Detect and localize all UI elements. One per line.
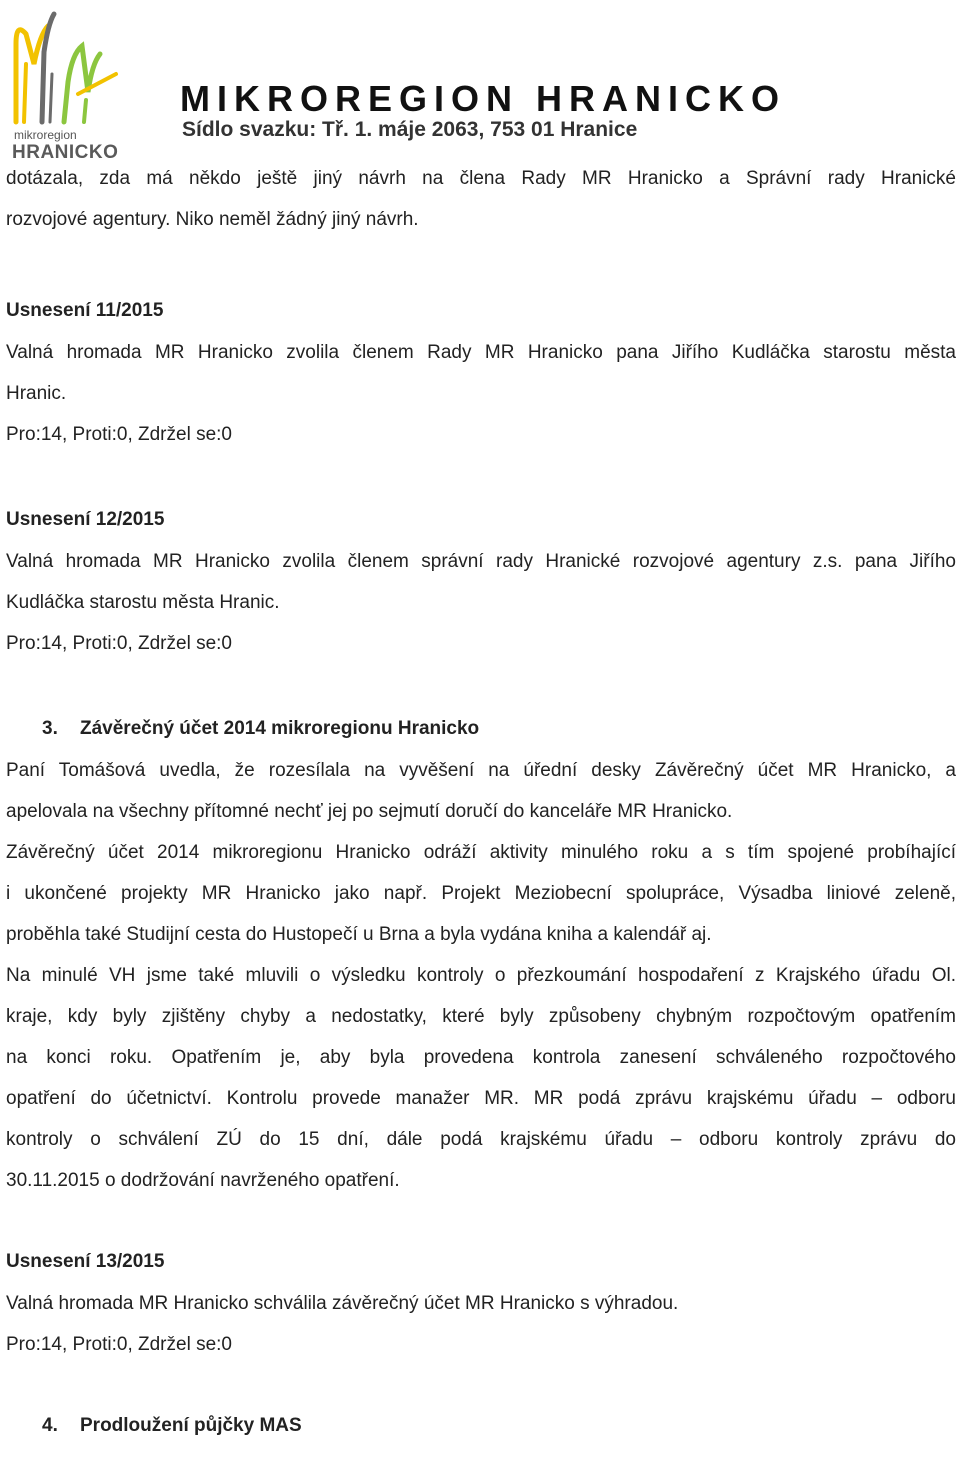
- section-3-line-8: na konci roku. Opatřením je, aby byla provedena kontrola zanesení schváleného rozpočtového: [6, 1047, 956, 1068]
- resolution-13: [6, 1241, 956, 1365]
- resolution-12-vote: Pro:14, Proti:0, Zdržel se:0: [6, 633, 232, 654]
- resolution-13-line-1: Valná hromada MR Hranicko schválila závěrečný účet MR Hranicko s výhradou.: [6, 1293, 679, 1314]
- section-3-heading: [6, 708, 956, 750]
- section-3-line-6: Na minulé VH jsme také mluvili o výsledku kontroly o přezkoumání hospodaření z Krajského úřadu Ol.: [6, 965, 956, 986]
- resolution-12-line-2: Kudláčka starostu města Hranic.: [6, 592, 280, 613]
- section-3-line-10: kontroly o schválení ZÚ do 15 dní, dále podá krajskému úřadu – odboru kontroly zprávu do: [6, 1129, 956, 1150]
- resolution-13-vote: Pro:14, Proti:0, Zdržel se:0: [6, 1334, 232, 1355]
- resolution-12-line-1: Valná hromada MR Hranicko zvolila členem správní rady Hranické rozvojové agentury z.s. pana Jiřího: [6, 551, 956, 572]
- section-3-title: Závěrečný účet 2014 mikroregionu Hranicko: [80, 718, 480, 739]
- section-4-title: Prodloužení půjčky MAS: [80, 1415, 302, 1436]
- resolution-12-title: Usnesení 12/2015: [6, 509, 165, 530]
- section-3-line-2: apelovala na všechny přítomné nechť jej po sejmutí doručí do kanceláře MR Hranicko.: [6, 801, 733, 822]
- intro-line-2: rozvojové agentury. Niko neměl žádný jiný návrh.: [6, 209, 419, 230]
- section-3-line-9: opatření do účetnictví. Kontrolu provede manažer MR. MR podá zprávu krajskému úřadu – odboru: [6, 1088, 956, 1109]
- section-4-number: 4.: [42, 1415, 58, 1436]
- section-3-line-1: Paní Tomášová uvedla, že rozesílala na vyvěšení na úřední desky Závěrečný účet MR Hranicko, a: [6, 760, 956, 781]
- resolution-11-line-2: Hranic.: [6, 383, 67, 404]
- organization-name: MIKROREGION HRANICKO: [180, 78, 786, 119]
- mikroregion-logo: [4, 4, 128, 162]
- section-3-line-4: i ukončené projekty MR Hranicko jako např. Projekt Meziobecní spolupráce, Výsadba liniové zeleně,: [6, 883, 956, 904]
- section-3: [6, 708, 956, 1201]
- resolution-11: [6, 290, 956, 455]
- intro-line-1: dotázala, zda má někdo ještě jiný návrh na člena Rady MR Hranicko a Správní rady Hranické: [6, 168, 956, 189]
- logo-subtitle: mikroregion: [14, 128, 77, 142]
- section-3-line-7: kraje, kdy byly zjištěny chyby a nedostatky, které byly způsobeny chybným rozpočtovým opatřením: [6, 1006, 956, 1027]
- section-3-line-11: 30.11.2015 o dodržování navrženého opatření.: [6, 1170, 400, 1191]
- resolution-11-title: Usnesení 11/2015: [6, 300, 164, 321]
- section-4-heading: [6, 1405, 956, 1447]
- resolution-11-vote: Pro:14, Proti:0, Zdržel se:0: [6, 424, 232, 445]
- letterhead: [0, 0, 960, 165]
- section-3-line-5: proběhla také Studijní cesta do Hustopečí u Brna a byla vydána kniha a kalendář aj.: [6, 924, 712, 945]
- organization-seat: Sídlo svazku: Tř. 1. máje 2063, 753 01 Hranice: [182, 118, 638, 141]
- resolution-12: [6, 499, 956, 664]
- document-body: [6, 158, 956, 1447]
- logo-name: HRANICKO: [12, 142, 119, 163]
- resolution-11-line-1: Valná hromada MR Hranicko zvolila členem Rady MR Hranicko pana Jiřího Kudláčka starostu města: [6, 342, 956, 363]
- section-3-line-3: Závěrečný účet 2014 mikroregionu Hranicko odráží aktivity minulého roku a s tím spojené probíhající: [6, 842, 956, 863]
- resolution-13-title: Usnesení 13/2015: [6, 1251, 165, 1272]
- section-3-number: 3.: [42, 718, 58, 739]
